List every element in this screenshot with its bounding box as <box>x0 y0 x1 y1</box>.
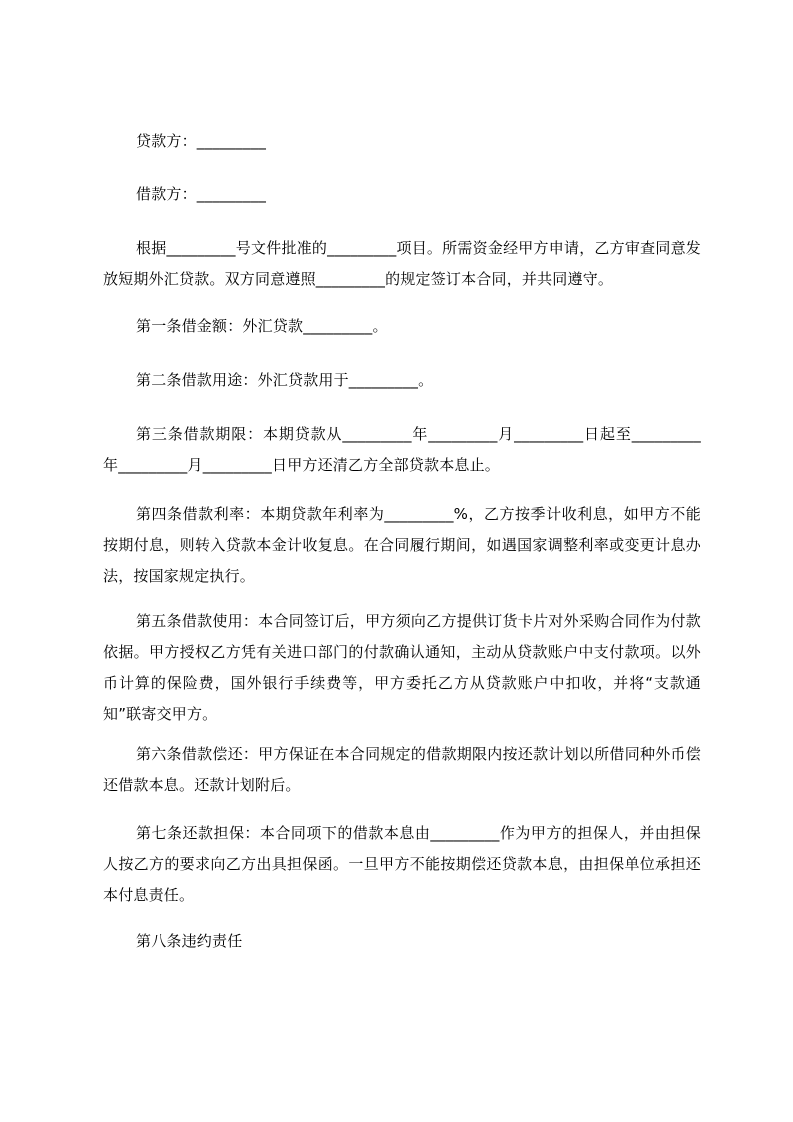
article-7-guarantee: 第七条还款担保：本合同项下的借款本息由_________作为甲方的担保人，并由担保人按乙方的要求向乙方出具担保函。一旦甲方不能按期偿还贷款本息，由担保单位承担还本付息责任。 <box>103 824 701 904</box>
article-4-interest: 第四条借款利率：本期贷款年利率为_________%，乙方按季计收利息，如甲方不能按期付息，则转入贷款本金计收复息。在合同履行期间，如遇国家调整利率或变更计息办法，按国家规定执行。 <box>103 505 701 585</box>
preamble-paragraph: 根据_________号文件批准的_________项目。所需资金经甲方申请，乙方审查同意发放短期外汇贷款。双方同意遵照_________的规定签订本合同，并共同遵守。 <box>103 239 701 288</box>
article-1-amount: 第一条借金额：外汇贷款_________。 <box>136 317 388 335</box>
article-6-repayment: 第六条借款偿还：甲方保证在本合同规定的借款期限内按还款计划以所借同种外币偿还借款本息。还款计划附后。 <box>103 745 701 794</box>
article-2-purpose: 第二条借款用途：外汇贷款用于_________。 <box>136 371 434 389</box>
article-5-usage: 第五条借款使用：本合同签订后，甲方须向乙方提供订货卡片对外采购合同作为付款依据。甲方授权乙方凭有关进口部门的付款确认通知，主动从贷款账户中支付款项。以外币计算的保险费，国外银行手续费等，甲方委托乙方从贷款账户中扣收，并将“支款通知”联寄交甲方。 <box>103 612 701 723</box>
article-3-term: 第三条借款期限：本期贷款从_________年_________月_________日起至_________年_________月_________日甲方还清乙方全部贷款本息止。 <box>103 425 701 474</box>
borrower-line: 借款方：_________ <box>136 185 267 203</box>
lender-line: 贷款方：_________ <box>136 132 267 150</box>
article-8-liability: 第八条违约责任 <box>136 932 243 950</box>
